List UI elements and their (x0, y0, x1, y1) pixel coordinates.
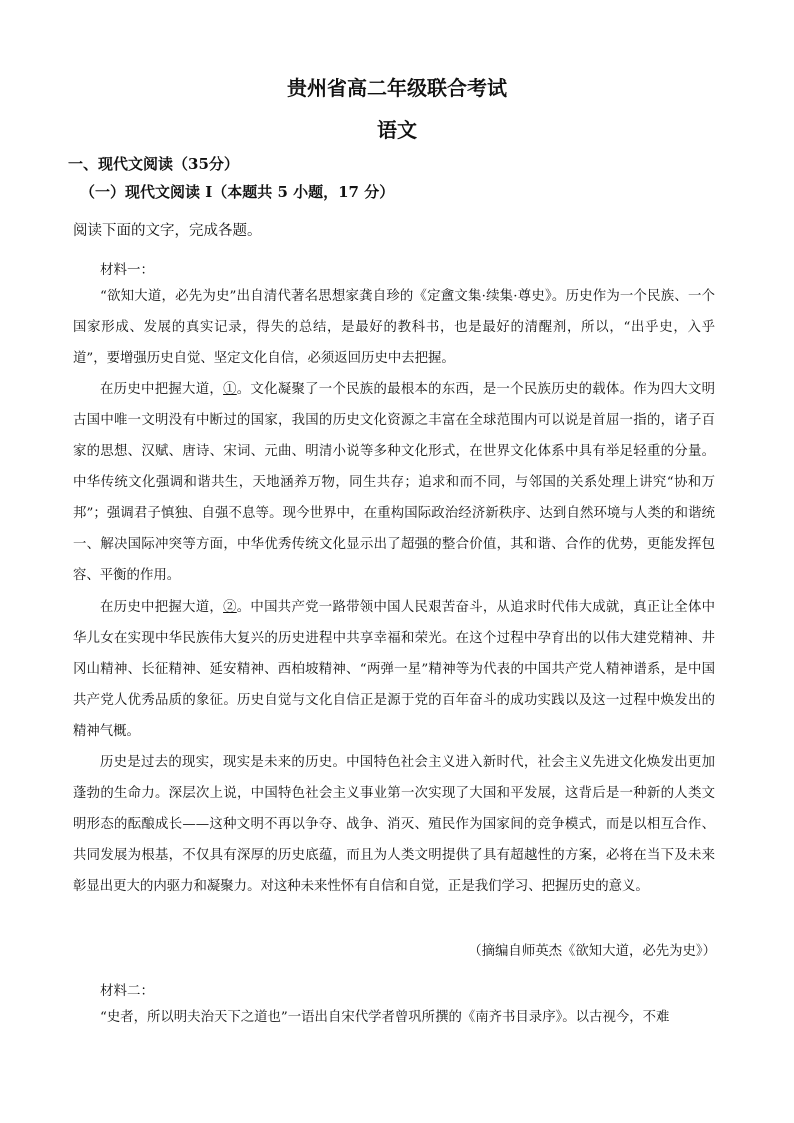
paragraph-1: “欲知大道，必先为史”出自清代著名思想家龚自珍的《定盦文集·续集·尊史》。历史作为一个民族、一个国家形成、发展的真实记录，得失的总结，是最好的教科书，也是最好的清醒剂，所以，“出乎史，入乎道”，要增强历史自觉、坚定文化自信，必须返回历史中去把握。 (73, 289, 715, 366)
paragraph-3-lead: 在历史中把握大道， (100, 600, 224, 615)
paragraph-2 (73, 374, 715, 591)
subsection-heading: （一）现代文阅读 I（本题共 5 小题，17 分） (80, 183, 395, 201)
paragraph-5: “史者，所以明夫治天下之道也”一语出自宋代学者曾巩所撰的《南齐书目录序》。以古视今，不难 (100, 1010, 670, 1025)
paragraph-3-body: 。中国共产党一路带领中国人民艰苦奋斗，从追求时代伟大成就，真正让全体中华儿女在实现中华民族伟大复兴的历史进程中共享幸福和荣光。在这个过程中孕育出的以伟大建党精神、井冈山精神、长征精神、延安精神、西柏坡精神、“两弹一星”精神等为代表的中国共产党人精神谱系，是中国共产党人优秀品质的象征。历史自觉与文化自信正是源于党的百年奋斗的成功实践以及这一过程中焕发出的精神气概。 (73, 600, 716, 739)
blank-marker-1: ① (223, 382, 237, 397)
instruction-text: 阅读下面的文字，完成各题。 (73, 223, 262, 239)
paragraph-2-body: 。文化凝聚了一个民族的最根本的东西，是一个民族历史的载体。作为四大文明古国中唯一文明没有中断过的国家，我国的历史文化资源之丰富在全球范围内可以说是首屈一指的，诸子百家的思想、汉赋、唐诗、宋词、元曲、明清小说等多种文化形式，在世界文化体系中具有举足轻重的分量。中华传统文化强调和谐共生，天地涵养万物，同生共存；追求和而不同，与邻国的关系处理上讲究“协和万邦”；强调君子慎独、自强不息等。现今世界中，在重构国际政治经济新秩序、达到自然环境与人类的和谐统一、解决国际冲突等方面，中华优秀传统文化显示出了超强的整合价值，其和谐、合作的优势，更能发挥包容、平衡的作用。 (73, 382, 716, 583)
section-heading: 一、现代文阅读（35分） (68, 155, 239, 173)
blank-marker-2: ② (223, 600, 237, 615)
source-citation: （摘编自师英杰《欲知大道，必先为史》） (468, 944, 716, 959)
paragraph-3 (73, 592, 715, 747)
exam-title: 贵州省高二年级联合考试 (287, 76, 507, 100)
paragraph-2-lead: 在历史中把握大道， (100, 382, 224, 397)
material-1-label: 材料一： (100, 262, 154, 278)
material-2-label: 材料二： (100, 983, 154, 999)
subject-title: 语文 (377, 118, 417, 142)
paragraph-4: 历史是过去的现实，现实是未来的历史。中国特色社会主义进入新时代，社会主义先进文化焕发出更加蓬勃的生命力。深层次上说，中国特色社会主义事业第一次实现了大国和平发展，这背后是一种新的人类文明形态的酝酿成长——这种文明不再以争夺、战争、消灭、殖民作为国家间的竞争模式，而是以相互合作、共同发展为根基，不仅具有深厚的历史底蕴，而且为人类文明提供了具有超越性的方案，必将在当下及未来彰显出更大的内驱力和凝聚力。对这种未来性怀有自信和自觉，正是我们学习、把握历史的意义。 (73, 755, 715, 894)
